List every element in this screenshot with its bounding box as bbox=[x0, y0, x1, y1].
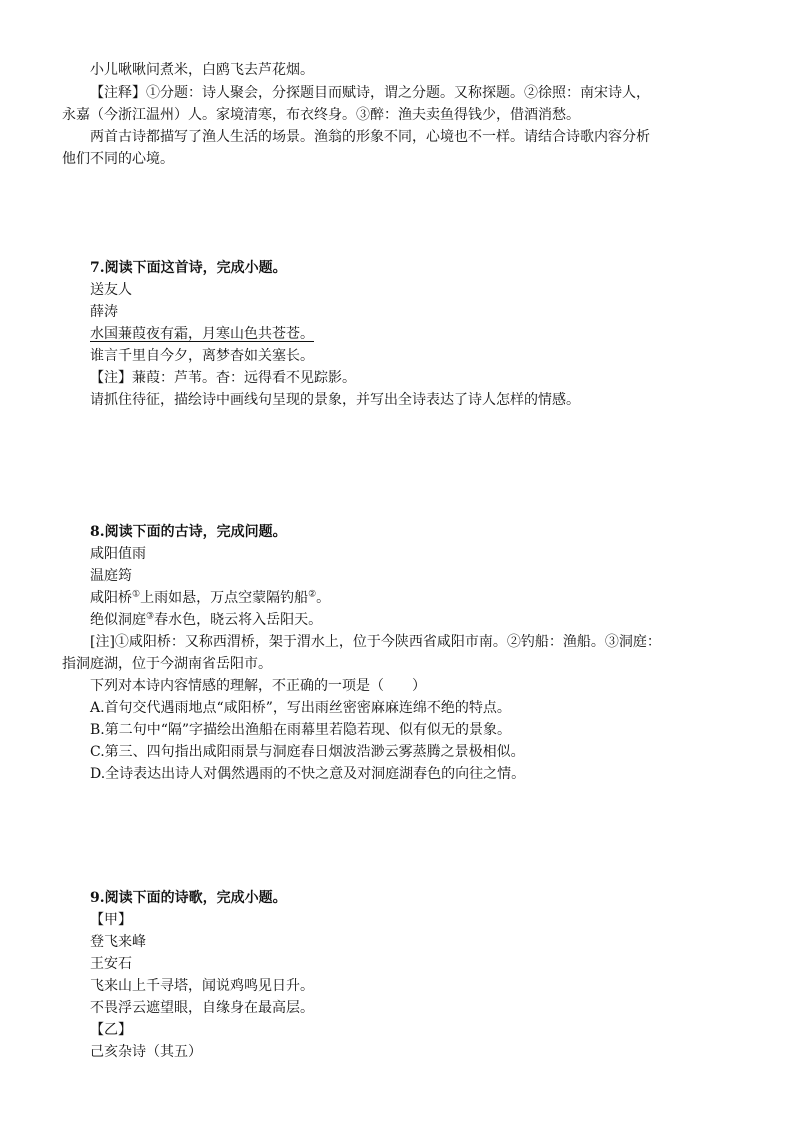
poem-line: 小儿啾啾问煮米，白鸥飞去芦花烟。 bbox=[90, 62, 314, 78]
question-text: 下列对本诗内容情感的理解，不正确的一项是（ ） bbox=[90, 678, 426, 694]
answer-option: C.第三、四句指出咸阳雨景与洞庭春日烟波浩渺云雾蒸腾之景极相似。 bbox=[90, 744, 525, 760]
question-7-heading: 7.阅读下面这首诗，完成小题。 bbox=[90, 260, 287, 276]
poem-title: 己亥杂诗（其五） bbox=[90, 1044, 202, 1060]
answer-option: D.全诗表达出诗人对偶然遇雨的不快之意及对洞庭湖春色的向往之情。 bbox=[90, 766, 526, 782]
poem-title: 登飞来峰 bbox=[90, 934, 146, 950]
poem-title: 送友人 bbox=[90, 282, 132, 298]
annotation-line: 【注】蒹葭：芦苇。杳：远得看不见踪影。 bbox=[90, 370, 356, 386]
question-9-heading: 9.阅读下面的诗歌，完成小题。 bbox=[90, 890, 287, 906]
poem-title: 咸阳值雨 bbox=[90, 546, 146, 562]
question-8-heading: 8.阅读下面的古诗，完成问题。 bbox=[90, 524, 287, 540]
annotation-line: 【注释】①分题：诗人聚会，分探题目而赋诗，谓之分题。又称探题。②徐照：南宋诗人， bbox=[90, 85, 650, 101]
annotation-line: [注]①咸阳桥：又称西渭桥，架于渭水上，位于今陕西省咸阳市南。②钓船：渔船。③洞庭： bbox=[90, 634, 661, 650]
poem-author: 温庭筠 bbox=[90, 568, 132, 584]
poem-line: 飞来山上千寻塔，闻说鸡鸣见日升。 bbox=[90, 978, 314, 994]
question-text: 他们不同的心境。 bbox=[62, 151, 174, 167]
poem-line: 谁言千里自今夕，离梦杳如关塞长。 bbox=[90, 348, 314, 364]
section-label: 【乙】 bbox=[90, 1022, 132, 1038]
answer-option: B.第二句中“隔”字描绘出渔船在雨幕里若隐若现、似有似无的景象。 bbox=[90, 722, 512, 738]
section-label: 【甲】 bbox=[90, 912, 132, 928]
footnote-marker: ① bbox=[132, 589, 141, 600]
question-text: 请抓住待征，描绘诗中画线句呈现的景象，并写出全诗表达了诗人怎样的情感。 bbox=[90, 392, 580, 408]
question-text: 两首古诗都描写了渔人生活的场景。渔翁的形象不同，心境也不一样。请结合诗歌内容分析 bbox=[90, 129, 650, 145]
underlined-poem-line: 水国蒹葭夜有霜，月寒山色共苍苍。 bbox=[90, 326, 314, 342]
poem-line: 绝似洞庭③春水色，晓云将入岳阳天。 bbox=[90, 611, 323, 628]
footnote-marker: ② bbox=[308, 589, 317, 600]
poem-author: 薛涛 bbox=[90, 304, 118, 320]
poem-line: 不畏浮云遮望眼，自缘身在最高层。 bbox=[90, 1000, 314, 1016]
poem-line: 咸阳桥①上雨如悬，万点空蒙隔钓船②。 bbox=[90, 589, 331, 606]
annotation-line: 指洞庭湖，位于今湖南省岳阳市。 bbox=[62, 656, 272, 672]
annotation-line: 永嘉（今浙江温州）人。家境清寒，布衣终身。③醉：渔夫卖鱼得钱少，借酒消愁。 bbox=[62, 107, 580, 123]
poem-author: 王安石 bbox=[90, 956, 132, 972]
footnote-marker: ③ bbox=[146, 611, 155, 622]
answer-option: A.首句交代遇雨地点“咸阳桥”，写出雨丝密密麻麻连绵不绝的特点。 bbox=[90, 700, 511, 716]
